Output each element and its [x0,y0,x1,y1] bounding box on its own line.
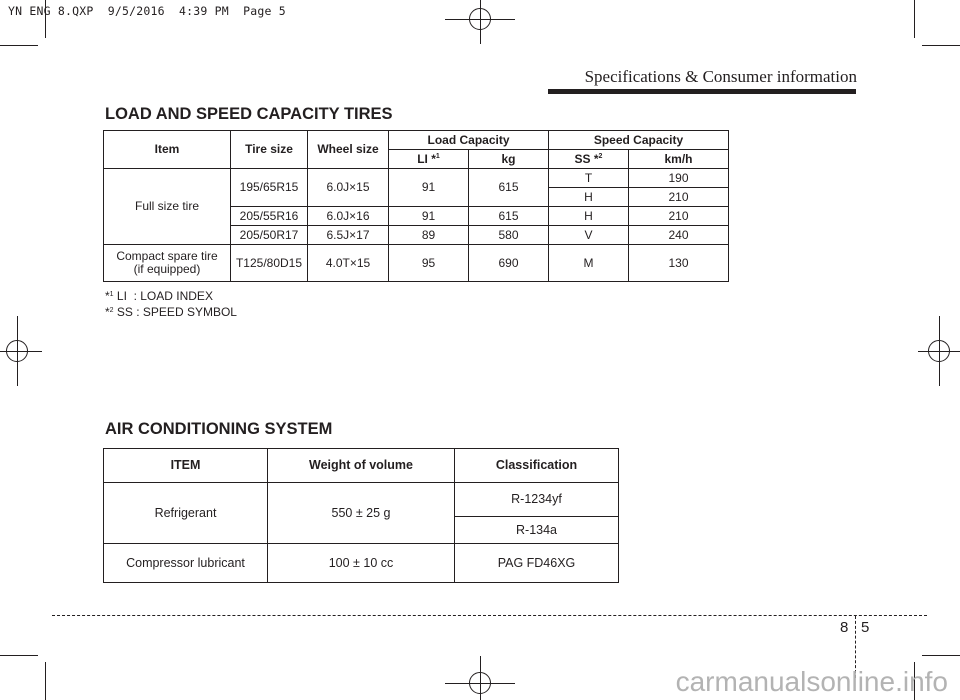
tire-table [103,130,729,282]
ac-title: AIR CONDITIONING SYSTEM [105,420,333,438]
refrigerant-weight: 550 ± 25 g [268,483,455,544]
tire-size-cell: T125/80D15 [231,245,308,282]
kg-cell: 690 [469,245,549,282]
wheel-size-cell: 4.0T×15 [308,245,389,282]
ss-cell: H [549,207,629,226]
header-classification: Classification [455,449,619,483]
ss-cell: H [549,188,629,207]
refrigerant-class-2: R-134a [455,517,619,544]
header-wheel-size: Wheel size [308,131,389,169]
lubricant-weight: 100 ± 10 cc [268,544,455,583]
refrigerant-label: Refrigerant [104,483,268,544]
header-speed-capacity: Speed Capacity [549,131,729,150]
ss-cell: M [549,245,629,282]
wheel-size-cell: 6.0J×15 [308,169,389,207]
kmh-cell: 130 [629,245,729,282]
crop-mark [0,45,38,46]
crop-mark [0,655,38,656]
li-cell: 95 [389,245,469,282]
footer-rule [52,615,927,616]
header-li: LI *$^1$ [389,150,469,169]
crop-mark [914,0,915,38]
li-cell: 91 [389,169,469,207]
table-row [104,483,619,517]
table-row [104,449,619,483]
tire-size-cell: 205/55R16 [231,207,308,226]
kmh-cell: 240 [629,226,729,245]
header-kg: kg [469,150,549,169]
ss-cell: T [549,169,629,188]
crop-mark [45,662,46,700]
ac-table [103,448,619,583]
li-cell: 89 [389,226,469,245]
header-item: Item [104,131,231,169]
page-number: 5 [861,619,870,636]
refrigerant-class-1: R-1234yf [455,483,619,517]
ss-cell: V [549,226,629,245]
header-ss: SS *$^2$ [549,150,629,169]
kg-cell: 615 [469,207,549,226]
header-ac-item: ITEM [104,449,268,483]
kmh-cell: 210 [629,207,729,226]
header-rule [548,89,856,94]
kmh-cell: 210 [629,188,729,207]
crop-mark [922,45,960,46]
crop-mark [922,655,960,656]
header-load-capacity: Load Capacity [389,131,549,150]
table-row [104,169,729,188]
kg-cell: 580 [469,226,549,245]
kmh-cell: 190 [629,169,729,188]
compact-label-line1: Compact spare tire [116,249,218,263]
tire-size-cell: 195/65R15 [231,169,308,207]
footnote-ss: *$^2$ SS : SPEED SYMBOL [105,305,237,319]
kg-cell: 615 [469,169,549,207]
header-weight: Weight of volume [268,449,455,483]
table-row [104,245,729,282]
chapter-number: 8 [840,619,849,636]
tire-size-cell: 205/50R17 [231,226,308,245]
lubricant-class: PAG FD46XG [455,544,619,583]
wheel-size-cell: 6.0J×16 [308,207,389,226]
print-slug: YN ENG 8.QXP 9/5/2016 4:39 PM Page 5 [8,4,286,18]
table-row [104,544,619,583]
lubricant-label: Compressor lubricant [104,544,268,583]
li-cell: 91 [389,207,469,226]
compact-label-line2: (if equipped) [133,262,201,276]
compact-spare-label [104,245,231,282]
tires-title: LOAD AND SPEED CAPACITY TIRES [105,105,393,123]
wheel-size-cell: 6.5J×17 [308,226,389,245]
section-header: Specifications & Consumer information [584,67,857,86]
footnote-li: *$^1$ LI : LOAD INDEX [105,289,213,303]
watermark: carmanualsonline.info [675,666,948,697]
header-tire-size: Tire size [231,131,308,169]
header-kmh: km/h [629,150,729,169]
full-size-label: Full size tire [104,169,231,245]
